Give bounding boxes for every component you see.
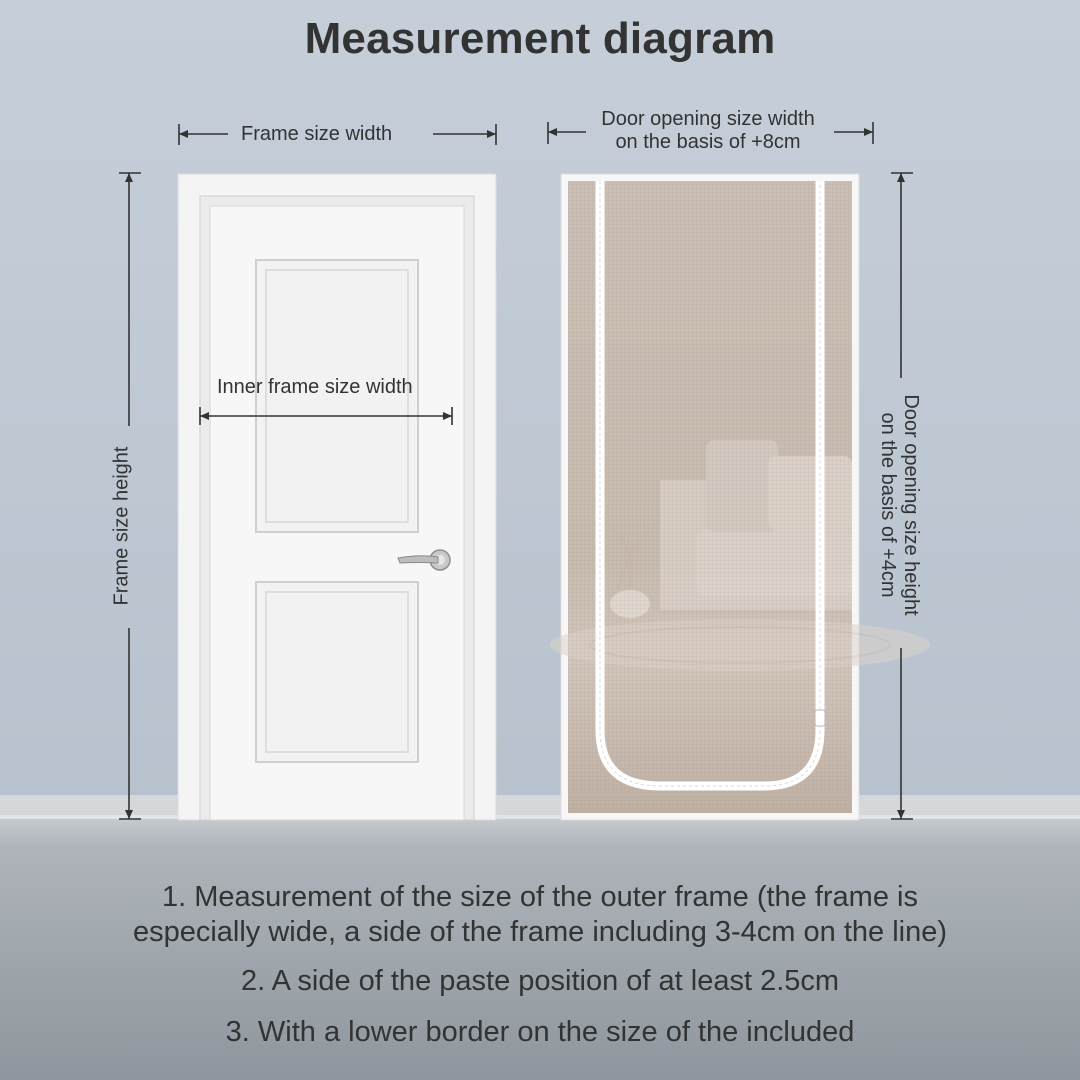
- note-1: [0, 880, 1080, 950]
- note-1-line1: 1. Measurement of the size of the outer frame (the frame is: [162, 881, 918, 913]
- note-2: 2. A side of the paste position of at least 2.5cm: [240, 965, 840, 997]
- frame-width-label: Frame size width: [241, 123, 393, 145]
- page-title: Measurement diagram: [304, 14, 776, 63]
- door-opening-width-label: [588, 108, 828, 154]
- door-opening-width-label-line1: Door opening size width: [601, 108, 815, 130]
- inner-frame-width-label: Inner frame size width: [217, 376, 413, 398]
- frame-height-label: Frame size height: [110, 446, 133, 606]
- door-opening-height-label-line1: Door opening size height: [900, 394, 922, 616]
- door-opening-width-label-line2: on the basis of +8cm: [615, 131, 801, 153]
- note-3: 3. With a lower border on the size of the included: [225, 1016, 855, 1048]
- door-opening-height-label: [876, 394, 922, 615]
- note-1-line2: especially wide, a side of the frame including 3-4cm on the line): [132, 916, 948, 948]
- inner-frame-width-dimension: [200, 407, 452, 425]
- door-opening-height-label-line2: on the basis of +4cm: [877, 412, 899, 598]
